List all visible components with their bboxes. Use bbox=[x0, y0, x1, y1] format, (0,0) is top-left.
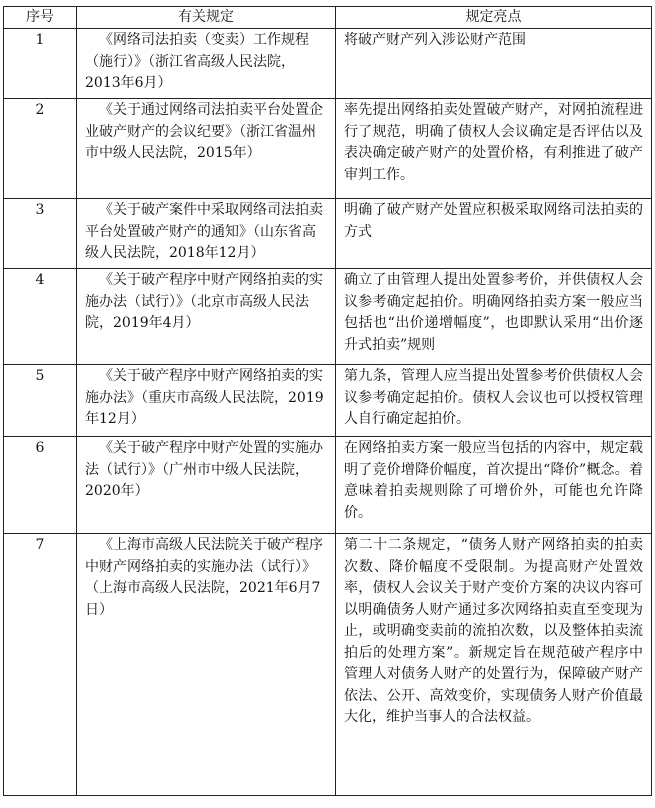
table-row bbox=[4, 269, 652, 365]
regulation-cell: 《关于破产程序中财产处置的实施办法（试行）》（广州市中级人民法院，2020年） bbox=[77, 437, 336, 534]
highlight-cell: 确立了由管理人提出处置参考价，并供债权人会议参考确定起拍价。明确网络拍卖方案一般应当包括也“出价递增幅度”，也即默认采用“出价逐升式拍卖”规则 bbox=[336, 269, 652, 365]
row-number: 7 bbox=[4, 534, 77, 796]
header-highlight: 规定亮点 bbox=[336, 7, 652, 29]
table-row bbox=[4, 29, 652, 99]
table-header-row bbox=[4, 7, 652, 29]
row-number: 3 bbox=[4, 199, 77, 269]
table-row bbox=[4, 99, 652, 199]
row-number: 1 bbox=[4, 29, 77, 99]
regulation-cell: 《上海市高级人民法院关于破产程序中财产网络拍卖的实施办法（试行）》（上海市高级人民法院，2021年6月7日） bbox=[77, 534, 336, 796]
highlight-cell: 第二十二条规定，“债务人财产网络拍卖的拍卖次数、降价幅度不受限制。为提高财产处置效率，债权人会议关于财产变价方案的决议内容可以明确债务人财产通过多次网络拍卖直至变现为止，或明确变卖前的流拍次数，以及整体拍卖流拍后的处理方案”。新规定旨在规范破产程序中管理人对债务人财产的处置行为，保障破产财产依法、公开、高效变价，实现债务人财产价值最大化，维护当事人的合法权益。 bbox=[336, 534, 652, 796]
highlight-cell: 将破产财产列入涉讼财产范围 bbox=[336, 29, 652, 99]
row-number: 6 bbox=[4, 437, 77, 534]
regulation-cell: 《关于通过网络司法拍卖平台处置企业破产财产的会议纪要》（浙江省温州市中级人民法院，2015年） bbox=[77, 99, 336, 199]
table-row bbox=[4, 534, 652, 796]
highlight-cell: 第九条，管理人应当提出处置参考价供债权人会议参考确定起拍价。债权人会议也可以授权管理人自行确定起拍价。 bbox=[336, 365, 652, 437]
highlight-cell: 明确了破产财产处置应积极采取网络司法拍卖的方式 bbox=[336, 199, 652, 269]
regulation-cell: 《网络司法拍卖（变卖）工作规程（施行）》（浙江省高级人民法院，2013年6月） bbox=[77, 29, 336, 99]
table-row bbox=[4, 365, 652, 437]
regulations-table bbox=[3, 6, 652, 796]
highlight-cell: 率先提出网络拍卖处置破产财产，对网拍流程进行了规范，明确了债权人会议确定是否评估以及表决确定破产财产的处置价格，有利推进了破产审判工作。 bbox=[336, 99, 652, 199]
table-row bbox=[4, 437, 652, 534]
regulation-cell: 《关于破产程序中财产网络拍卖的实施办法》（重庆市高级人民法院，2019年12月） bbox=[77, 365, 336, 437]
regulation-cell: 《关于破产程序中财产网络拍卖的实施办法（试行）》（北京市高级人民法院，2019年4月） bbox=[77, 269, 336, 365]
regulation-cell: 《关于破产案件中采取网络司法拍卖平台处置破产财产的通知》（山东省高级人民法院，2018年12月） bbox=[77, 199, 336, 269]
row-number: 4 bbox=[4, 269, 77, 365]
row-number: 2 bbox=[4, 99, 77, 199]
row-number: 5 bbox=[4, 365, 77, 437]
header-regulation: 有关规定 bbox=[77, 7, 336, 29]
header-no: 序号 bbox=[4, 7, 77, 29]
highlight-cell: 在网络拍卖方案一般应当包括的内容中，规定载明了竞价增降价幅度，首次提出“降价”概念。着意味着拍卖规则除了可增价外，可能也允许降价。 bbox=[336, 437, 652, 534]
table-row bbox=[4, 199, 652, 269]
